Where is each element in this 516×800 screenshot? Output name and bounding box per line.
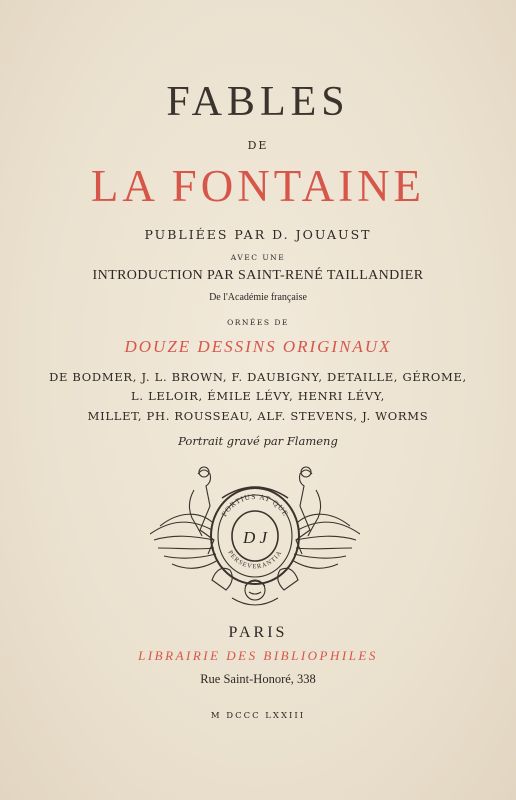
- avec-une: AVEC UNE: [230, 253, 286, 262]
- title-la-fontaine: LA FONTAINE: [90, 161, 426, 211]
- title-de: DE: [247, 139, 269, 152]
- emblem-motto-bottom: PERSEVERANTIA: [226, 549, 284, 571]
- academie-line: De l'Académie française: [209, 292, 307, 303]
- librairie: LIBRAIRIE DES BIBLIOPHILES: [138, 648, 378, 663]
- publication-date: M DCCC LXXIII: [210, 711, 306, 721]
- title-fables: FABLES: [166, 79, 350, 125]
- publisher-emblem-icon: [150, 460, 360, 610]
- artists-line: L. LELOIR, ÉMILE LÉVY, HENRI LÉVY,: [131, 389, 385, 403]
- svg-text:PERSEVERANTIA: [226, 549, 283, 570]
- emblem-motto-top: FORTIUS AT QUE: [219, 491, 291, 519]
- introduction-line: INTRODUCTION PAR SAINT-RENÉ TAILLANDIER: [92, 268, 424, 283]
- ornees-de: ORNÉES DE: [227, 318, 289, 327]
- address: Rue Saint-Honoré, 338: [200, 672, 316, 686]
- publisher-line: PUBLIÉES PAR D. JOUAUST: [144, 227, 372, 242]
- emblem-monogram: D J: [242, 528, 268, 547]
- douze-dessins: DOUZE DESSINS ORIGINAUX: [124, 337, 392, 356]
- artists-line: MILLET, PH. ROUSSEAU, ALF. STEVENS, J. WORMS: [87, 409, 429, 423]
- city: PARIS: [228, 624, 288, 641]
- artists-line: DE BODMER, J. L. BROWN, F. DAUBIGNY, DETAILLE, GÉROME,: [49, 370, 467, 384]
- portrait-credit: Portrait gravé par Flameng: [178, 434, 338, 448]
